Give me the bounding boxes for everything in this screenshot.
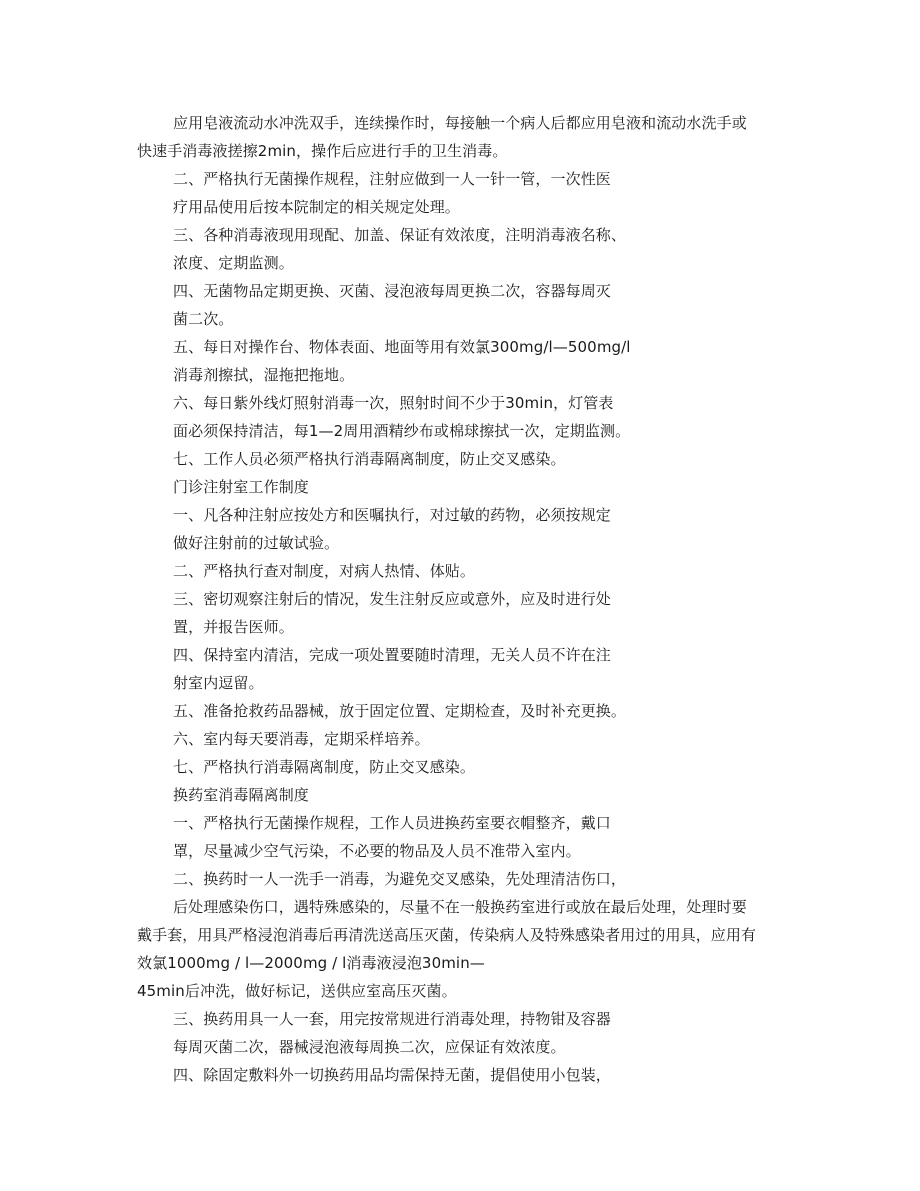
- text-line: 六、每日紫外线灯照射消毒一次，照射时间不少于30min，灯管表: [173, 394, 614, 412]
- text-line: 七、严格执行消毒隔离制度，防止交叉感染。: [173, 758, 476, 776]
- text-line: 一、凡各种注射应按处方和医嘱执行，对过敏的药物，必须按规定: [173, 506, 611, 524]
- text-line: 七、工作人员必须严格执行消毒隔离制度，防止交叉感染。: [173, 450, 566, 468]
- text-line: 四、除固定敷料外一切换药用品均需保持无菌，提倡使用小包装，: [173, 1066, 611, 1084]
- text-line: 三、换药用具一人一套，用完按常规进行消毒处理，持物钳及容器: [173, 1010, 611, 1028]
- text-line: 戴手套，用具严格浸泡消毒后再清洗送高压灭菌，传染病人及特殊感染者用过的用具，应用有: [137, 926, 757, 944]
- text-line: 三、各种消毒液现用现配、加盖、保证有效浓度，注明消毒液名称、: [173, 226, 627, 244]
- text-line: 45min后冲洗，做好标记，送供应室高压灭菌。: [137, 982, 457, 1000]
- text-line: 置，并报告医师。: [173, 618, 294, 636]
- text-line: 消毒剂擦拭，湿拖把拖地。: [173, 366, 355, 384]
- text-line: 二、严格执行无菌操作规程，注射应做到一人一针一管，一次性医: [173, 170, 611, 188]
- text-line: 五、准备抢救药品器械，放于固定位置、定期检查，及时补充更换。: [173, 702, 627, 720]
- text-line: 二、换药时一人一洗手一消毒，为避免交叉感染，先处理清洁伤口，: [173, 870, 627, 888]
- text-line: 五、每日对操作台、物体表面、地面等用有效氯300mg/l—500mg/l: [173, 338, 631, 356]
- text-line: 浓度、定期监测。: [173, 254, 294, 272]
- text-line: 应用皂液流动水冲洗双手，连续操作时，每接触一个病人后都应用皂液和流动水洗手或: [173, 114, 747, 132]
- text-line: 快速手消毒液搓擦2min，操作后应进行手的卫生消毒。: [137, 142, 508, 160]
- text-line: 二、严格执行查对制度，对病人热情、体贴。: [173, 562, 476, 580]
- text-line: 三、密切观察注射后的情况，发生注射反应或意外，应及时进行处: [173, 590, 611, 608]
- text-line: 一、严格执行无菌操作规程，工作人员进换药室要衣帽整齐，戴口: [173, 814, 611, 832]
- text-line: 六、室内每天要消毒，定期采样培养。: [173, 730, 430, 748]
- text-line: 疗用品使用后按本院制定的相关规定处理。: [173, 198, 460, 216]
- section-heading: 换药室消毒隔离制度: [173, 786, 309, 804]
- text-line: 每周灭菌二次，器械浸泡液每周换二次，应保证有效浓度。: [173, 1038, 566, 1056]
- text-line: 做好注射前的过敏试验。: [173, 534, 340, 552]
- section-heading: 门诊注射室工作制度: [173, 478, 309, 496]
- text-line: 射室内逗留。: [173, 674, 264, 692]
- text-line: 面必须保持清洁，每1—2周用酒精纱布或棉球擦拭一次，定期监测。: [173, 422, 631, 440]
- text-line: 四、无菌物品定期更换、灭菌、浸泡液每周更换二次，容器每周灭: [173, 282, 611, 300]
- text-line: 菌二次。: [173, 310, 234, 328]
- text-line: 后处理感染伤口，遇特殊感染的，尽量不在一般换药室进行或放在最后处理，处理时要: [173, 898, 747, 916]
- text-line: 四、保持室内清洁，完成一项处置要随时清理，无关人员不许在注: [173, 646, 611, 664]
- text-line: 效氯1000mg / l—2000mg / l消毒液浸泡30min—: [137, 954, 485, 972]
- text-line: 罩，尽量减少空气污染，不必要的物品及人员不准带入室内。: [173, 842, 581, 860]
